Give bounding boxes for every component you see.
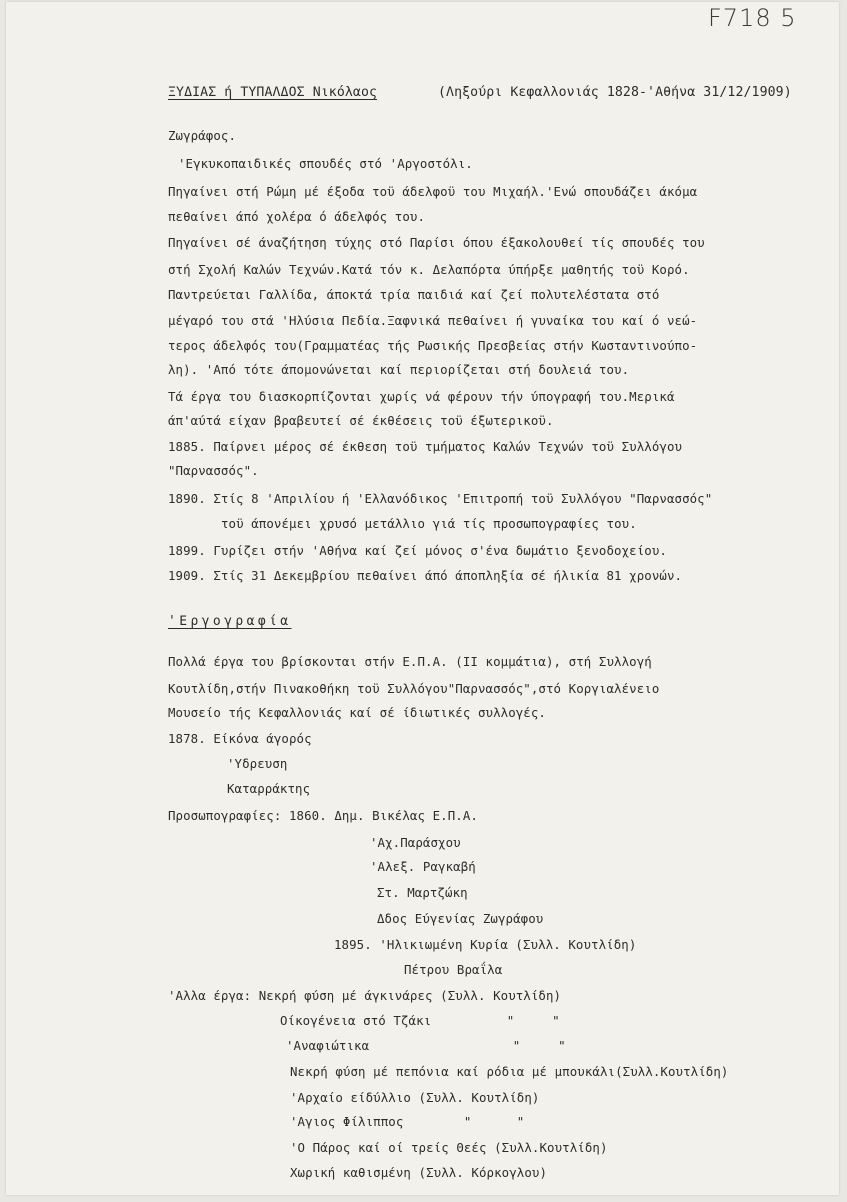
bio-line: 'Εγκυκοπαιδικές σπουδές στό 'Αργοστόλι.	[178, 156, 473, 171]
works-item: 'Αλλα έργα: Νεκρή φύση μέ άγκινάρες (Συλλ. Κουτλίδη)	[168, 988, 562, 1003]
bio-line: άπ'αύτά είχαν βραβευτεί σέ έκθέσεις τοϋ έξωτερικοϋ.	[168, 413, 554, 428]
works-item: 'Αχ.Παράσχου	[370, 835, 461, 850]
works-item: Χωρική καθισμένη (Συλλ. Κόρκογλου)	[290, 1165, 548, 1180]
bio-line: τοϋ άπονέμει χρυσό μετάλλιο γιά τίς προσωπογραφίες του.	[221, 516, 637, 531]
works-item: 1878. Είκόνα άγορός	[168, 731, 312, 746]
bio-line: Ζωγράφος.	[168, 128, 237, 143]
works-item: Νεκρή φύση μέ πεπόνια καί ρόδια μέ μπουκάλι(Συλλ.Κουτλίδη)	[290, 1064, 729, 1079]
bio-line: 1899. Γυρίζει στήν 'Αθήνα καί ζεί μόνος σ'ένα δωμάτιο ξενοδοχείου.	[168, 543, 667, 558]
bio-line: στή Σχολή Καλών Τεχνών.Κατά τόν κ. Δελαπόρτα ύπήρξε μαθητής τοϋ Κορό.	[168, 262, 690, 277]
bio-line: λη). 'Από τότε άπομονώνεται καί περιορίζεται στή δουλειά του.	[168, 362, 630, 377]
works-item: Δδος Εύγενίας Ζωγράφου	[377, 911, 544, 926]
works-item: 'Αρχαίο είδύλλιο (Συλλ. Κουτλίδη)	[290, 1090, 540, 1105]
bio-line: πεθαίνει άπό χολέρα ό άδελφός του.	[168, 209, 426, 224]
works-intro-line: Κουτλίδη,στήν Πινακοθήκη τοϋ Συλλόγου"Παρνασσός",στό Κοργιαλένειο	[168, 681, 660, 696]
works-item: Οίκογένεια στό Τζάκι " "	[280, 1013, 560, 1028]
bio-line: τερος άδελφός του(Γραμματέας τής Ρωσικής Πρεσβείας στήν Κωσταντινούπο-	[168, 338, 698, 353]
bio-line: Πηγαίνει στή Ρώμη μέ έξοδα τοϋ άδελφοϋ του Μιχαήλ.'Ενώ σπουδάζει άκόμα	[168, 184, 698, 199]
bio-line: 1885. Παίρνει μέρος σέ έκθεση τοϋ τμήματος Καλών Τεχνών τοϋ Συλλόγου	[168, 439, 683, 454]
works-intro-line: Πολλά έργα του βρίσκονται στήν Ε.Π.Α. (ΙΙ κομμάτια), στή Συλλογή	[168, 654, 652, 669]
bio-line: Πηγαίνει σέ άναζήτηση τύχης στό Παρίσι όπου έξακολουθεί τίς σπουδές του	[168, 235, 705, 250]
document-page	[6, 2, 839, 1195]
title-dates: (Ληξούρι Κεφαλλονιάς 1828-'Αθήνα 31/12/1909)	[438, 85, 792, 100]
bio-line: "Παρνασσός".	[168, 463, 259, 478]
works-intro-line: Μουσείο τής Κεφαλλονιάς καί σέ ίδιωτικές συλλογές.	[168, 705, 546, 720]
works-item: 'Ο Πάρος καί οί τρείς Θεές (Συλλ.Κουτλίδη)	[290, 1140, 608, 1155]
bio-line: 1909. Στίς 31 Δεκεμβρίου πεθαίνει άπό άποπληξία σέ ήλικία 81 χρονών.	[168, 568, 683, 583]
works-item: Στ. Μαρτζώκη	[377, 885, 468, 900]
bio-line: Τά έργα του διασκορπίζονται χωρίς νά φέρουν τήν ύπογραφή του.Μερικά	[168, 389, 675, 404]
title-name: ΞΥΔΙΑΣ ή ΤΥΠΑΛΔΟΣ Νικόλαος	[168, 85, 378, 100]
works-item: Πέτρου Βραΐλα	[404, 962, 503, 977]
bio-line: Παντρεύεται Γαλλίδα, άποκτά τρία παιδιά καί ζεί πολυτελέστατα στό	[168, 287, 660, 302]
works-item: 1895. 'Ηλικιωμένη Κυρία (Συλλ. Κουτλίδη)	[334, 937, 637, 952]
bio-line: μέγαρό του στά 'Ηλύσια Πεδία.Ξαφνικά πεθαίνει ή γυναίκα του καί ό νεώ-	[168, 313, 698, 328]
archive-reference: F718 5	[708, 4, 797, 32]
works-heading: 'Εργογραφία	[168, 614, 292, 629]
works-item: Προσωπογραφίες: 1860. Δημ. Βικέλας Ε.Π.Α.	[168, 808, 478, 823]
works-item: 'Αγιος Φίλιππος " "	[290, 1114, 525, 1129]
works-item: 'Υδρευση	[227, 756, 288, 771]
bio-line: 1890. Στίς 8 'Απριλίου ή 'Ελλανόδικος 'Επιτροπή τοϋ Συλλόγου "Παρνασσός"	[168, 491, 713, 506]
works-item: Καταρράκτης	[227, 781, 311, 796]
works-item: 'Αναφιώτικα " "	[286, 1038, 566, 1053]
works-item: 'Αλεξ. Ραγκαβή	[370, 859, 476, 874]
